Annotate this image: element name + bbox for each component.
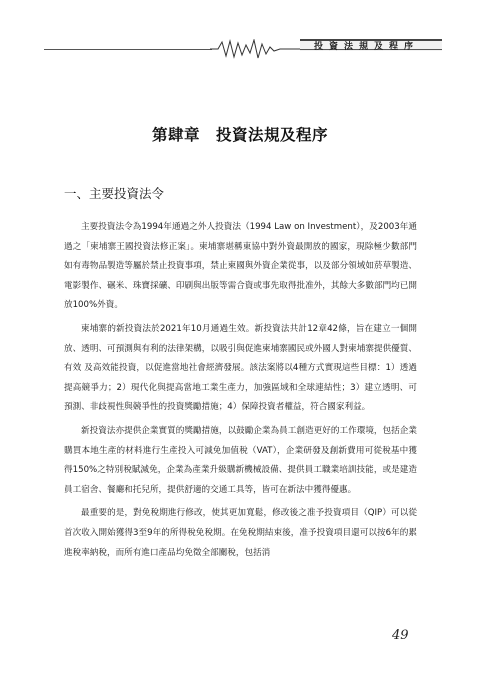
paragraph: 最重要的是，對免稅期進行修改，使其更加寬鬆，修改後之准予投資項目（QIP）可以從首次收入開始獲得3至9年的所得稅免稅期。在免稅期結束後，准予投資項目還可以按6年的累進稅率納稅，而所有進口產品均免徵全部關稅，包括消 <box>64 508 417 558</box>
page-number: 49 <box>392 628 409 643</box>
paragraph: 柬埔寨的新投資法於2021年10月通過生效。新投資法共計12章42條，旨在建立一個開放、透明、可預測與有利的法律架構，以吸引與促進柬埔寨國民或外國人對柬埔寨提供優質、有效 及高效能投資，以促進當地社會經濟發展。該法案將以4種方式實現這些目標：1）透過提高競爭力；2）現代化與提高當地工業生產力，加強區域和全球連結性；3）建立透明、可預測、非歧視性與競爭性的投資獎勵措施；4）保障投資者權益，符合國家利益。 <box>64 323 417 413</box>
heartbeat-wave-icon <box>210 39 302 59</box>
chapter-title: 第肆章 投資法規及程序 <box>151 125 328 144</box>
paragraph: 主要投資法令為1994年通過之外人投資法（1994 Law on Investment），及2003年通過之「柬埔寨王國投資法修正案」。柬埔寨堪稱東協中對外資最開放的國家，現除極少數部門如有毒物品製造等屬於禁止投資事項，禁止柬國與外資企業從事，以及部分領域如菸草製造、電影製作、碾米、珠寶採礦、印刷與出版等需合資或事先取得批准外，其餘大多數部門均已開放100%外資。 <box>64 222 417 311</box>
section-heading: 一、主要投資法令 <box>64 186 165 201</box>
running-header <box>44 38 442 58</box>
body-text <box>64 218 417 567</box>
header-rule-left <box>44 49 212 50</box>
paragraph: 新投資法亦提供企業實質的獎勵措施，以鼓勵企業為員工創造更好的工作環境，包括企業購買本地生產的材料進行生產投入可減免加值稅（VAT），企業研發及創新費用可從稅基中獲得150%之特別稅賦減免，企業為產業升級購新機械設備、提供員工職業培訓技能，或是建造員工宿舍、餐廳和托兒所，提供舒適的交通工具等，皆可在新法中獲得優惠。 <box>64 425 417 495</box>
running-title: 投資法規及程序 <box>314 42 420 52</box>
